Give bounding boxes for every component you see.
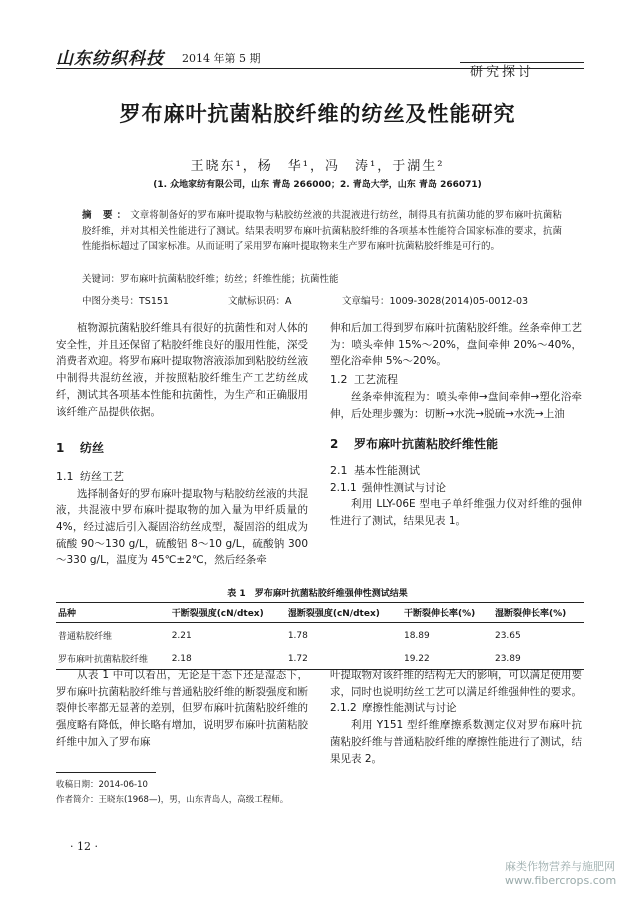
document-code: 文献标识码：A: [228, 296, 292, 307]
section-title: 基本性能测试: [354, 463, 420, 477]
section-1-heading: [56, 440, 308, 457]
article-number: 文章编号：1009-3028(2014)05-0012-03: [342, 296, 529, 307]
draw-process-paragraph: 伸和后加工得到罗布麻叶抗菌粘胶纤维。丝条牵伸工艺为：喷头牵伸 15%～20%，盘间牵伸 20%～40%，塑化浴牵伸 5%～20%。: [330, 322, 582, 368]
section-1-1-heading: [56, 469, 308, 486]
left-column-top: [56, 320, 308, 569]
left-column-bottom: [56, 667, 308, 751]
table-cell: 23.65: [494, 630, 521, 641]
table-cell: 23.89: [493, 646, 584, 670]
table-row: [56, 646, 584, 670]
watermark-url: www.fibercrops.com: [505, 874, 617, 887]
keywords: 关键词：罗布麻叶抗菌粘胶纤维；纺丝；纤维性能；抗菌性能: [82, 274, 339, 285]
header-divider: [56, 68, 584, 69]
section-title: 纺丝工艺: [80, 469, 124, 483]
table-cell: 2.18: [170, 646, 286, 670]
section-1-2-heading: [330, 372, 582, 389]
classification-number: 中图分类号：TS151: [82, 296, 169, 307]
table-cell: 18.89: [403, 630, 430, 641]
watermark-title: 麻类作物营养与施肥网: [505, 860, 615, 873]
table-discussion-continued: 叶提取物对该纤维的结构无大的影响，可以满足使用要求，同时也说明纺丝工艺可以满足纤维强伸性的要求。: [330, 669, 582, 698]
section-number: 2: [330, 437, 339, 452]
table-cell: 2.21: [171, 630, 192, 641]
section-2-heading: [330, 436, 582, 453]
section-title: 工艺流程: [354, 373, 398, 387]
table-row: [56, 623, 584, 647]
table-header: 湿断裂强度(cN/dtex): [286, 603, 402, 623]
section-number: 2.1.1: [330, 481, 357, 494]
affiliation: (1. 众地家纺有限公司，山东 青岛 266000；2. 青岛大学，山东 青岛 266071): [153, 180, 482, 190]
author-bio: 作者简介：王晓东(1968—)，男，山东青岛人，高级工程师。: [56, 795, 289, 805]
table-header-row: [56, 603, 584, 623]
section-2-1-2-heading: [330, 700, 582, 717]
table-cell: 19.22: [402, 646, 493, 670]
author-list: 王晓东¹，杨 华¹，冯 涛¹，于湖生²: [190, 159, 445, 174]
article-title: 罗布麻叶抗菌粘胶纤维的纺丝及性能研究: [119, 102, 516, 126]
section-2-1-1-heading: [330, 480, 582, 497]
section-2-1-heading: [330, 463, 582, 480]
table-cell: 普通粘胶纤维: [58, 632, 113, 642]
table-caption: 表 1 罗布麻叶抗菌粘胶纤维强伸性测试结果: [227, 589, 408, 599]
abstract-label: 摘 要：: [82, 210, 131, 221]
section-number: 1: [56, 441, 65, 456]
journal-name: 山东纺织科技: [56, 49, 164, 69]
strength-table: [56, 602, 584, 670]
intro-paragraph: 植物源抗菌粘胶纤维具有很好的抗菌性和对人体的安全性，并且还保留了粘胶纤维良好的服用性能，深受消费者欢迎。将罗布麻叶提取物溶液添加到粘胶纺丝液中制得共混纺丝液，并按照粘胶纤维生产工艺纺丝成纤，测试其各项基本性能和抗菌性，为生产和正确服用该纤维产品提供依据。: [56, 322, 308, 418]
table-header: 湿断裂伸长率(%): [493, 603, 584, 623]
section-title: 强伸性测试与讨论: [362, 481, 446, 494]
table-cell: 罗布麻叶抗菌粘胶纤维: [56, 646, 170, 670]
received-date: 收稿日期：2014-06-10: [56, 780, 148, 790]
table-header: 干断裂伸长率(%): [402, 603, 493, 623]
section-2-1-1-paragraph: 利用 LLY-06E 型电子单纤维强力仪对纤维的强伸性进行了测试，结果见表 1。: [330, 498, 582, 528]
section-label: 研究探讨: [470, 65, 535, 80]
section-number: 2.1.2: [330, 702, 357, 715]
table-cell: 1.78: [287, 630, 308, 641]
table-cell: 1.72: [286, 646, 402, 670]
journal-issue: 2014 年第 5 期: [182, 52, 261, 65]
page-number: · 12 ·: [70, 840, 98, 853]
section-title: 纺丝: [80, 441, 105, 456]
table-header: 干断裂强度(cN/dtex): [170, 603, 286, 623]
abstract: [82, 208, 562, 255]
section-1-1-paragraph: 选择制备好的罗布麻叶提取物与粘胶纺丝液的共混液，共混液中罗布麻叶提取物的加入量为甲纤质量的 4%，经过滤后引入凝固浴纺丝成型，凝固浴的组成为硫酸 90～130 g/L，硫酸铝 8～10 g/L，硫酸钠 300～330 g/L，温度为 45℃±2℃，然后经条牵: [56, 487, 308, 567]
section-number: 1.2: [330, 373, 348, 387]
footnote-divider: [56, 772, 156, 773]
section-1-2-paragraph: 丝条牵伸流程为：喷头牵伸→盘间牵伸→塑化浴牵伸，后处理步骤为：切断→水洗→脱硫→水洗→上油: [330, 390, 582, 420]
table-discussion-paragraph: 从表 1 中可以看出，无论是干态下还是湿态下，罗布麻叶抗菌粘胶纤维与普通粘胶纤维的断裂强度和断裂伸长率都无显著的差别，但罗布麻叶抗菌粘胶纤维的强度略有降低，伸长略有增加，说明罗布麻叶抗菌粘胶纤维中加入了罗布麻: [56, 669, 308, 748]
section-number: 1.1: [56, 469, 74, 483]
table-header: 品种: [56, 603, 170, 623]
section-2-1-2-paragraph: 利用 Y151 型纤维摩擦系数测定仪对罗布麻叶抗菌粘胶纤维与普通粘胶纤维的摩擦性能进行了测试，结果见表 2。: [330, 719, 582, 765]
section-title: 罗布麻叶抗菌粘胶纤维性能: [354, 437, 499, 452]
right-column-top: [330, 320, 582, 530]
right-column-bottom: [330, 667, 582, 767]
section-title: 摩擦性能测试与讨论: [362, 702, 457, 715]
abstract-text: 文章将制备好的罗布麻叶提取物与粘胶纺丝液的共混液进行纺丝，制得具有抗菌功能的罗布麻叶抗菌粘胶纤维，并对其相关性能进行了测试。结果表明罗布麻叶抗菌粘胶纤维的各项基本性能符合国家标准的要求，抗菌性能指标超过了国家标准。从而证明了采用罗布麻叶提取物来生产罗布麻叶抗菌粘胶纤维是可行的。: [82, 210, 562, 252]
section-number: 2.1: [330, 463, 348, 477]
